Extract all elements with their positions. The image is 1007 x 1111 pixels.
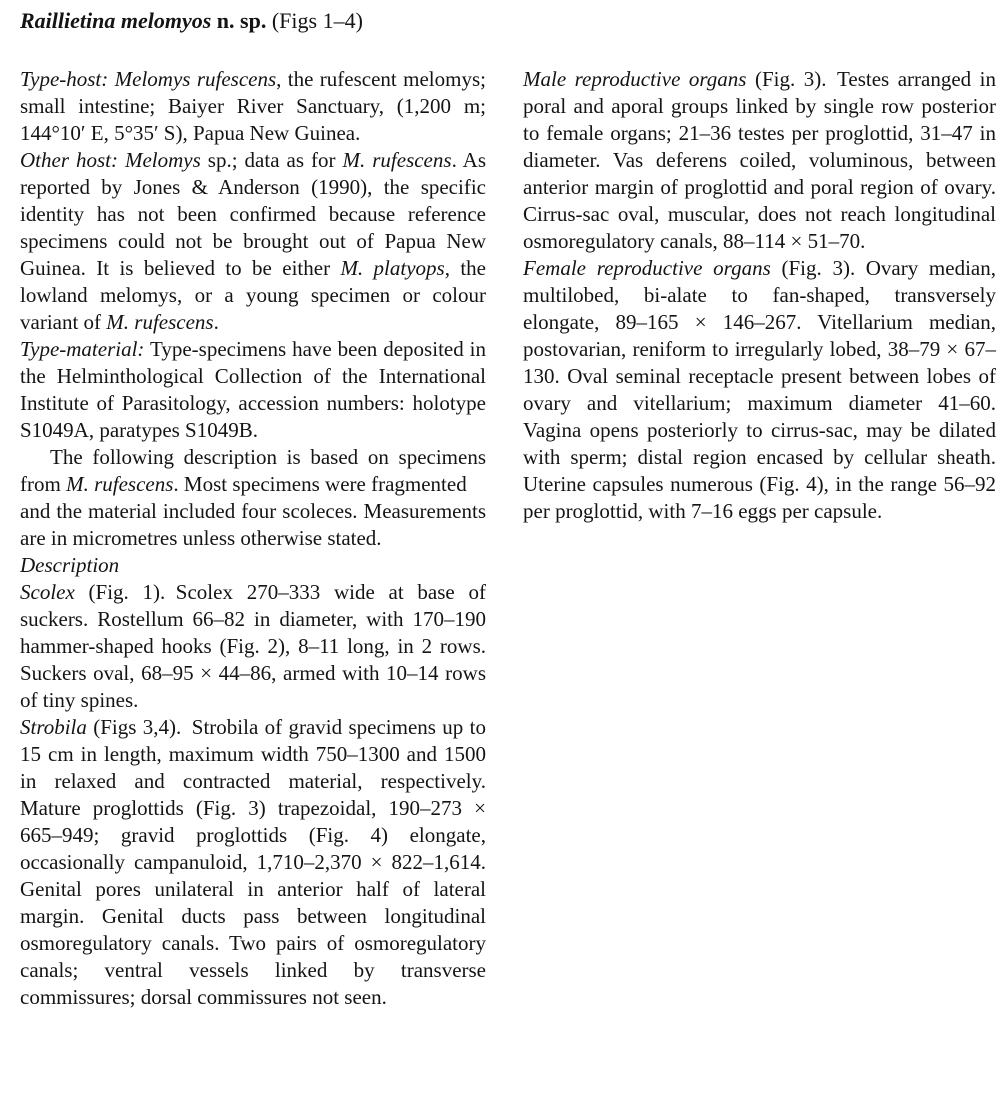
text-run: . bbox=[213, 310, 219, 334]
section-heading-description bbox=[20, 552, 486, 579]
text-run: (Figs 3,4). Strobila of gravid specimens up to 15 cm in length, maximum width 750–1300 and 1500 in relaxed and contracted material, respectively. Mature proglottids (Fig. 3) trapezoidal, 190–273 × 665–949; gravid proglottids (Fig. 4) elongate, occasionally campanuloid, 1,710–2,370 × 822–1,614. Genital pores unilateral in anterior half of lateral margin. Genital ducts pass between longitudinal osmoregulatory canals. Two pairs of osmoregulatory canals; ventral vessels linked by transverse commissures; dorsal commissures not seen. bbox=[20, 715, 486, 1009]
text-run: , the lowland melomys, or a young specimen or colour variant of bbox=[20, 256, 486, 334]
text-run: Type-material: bbox=[20, 337, 145, 361]
text-run: Other host: Melomys bbox=[20, 148, 201, 172]
text-run: Raillietina melomyos bbox=[20, 8, 212, 33]
text-run: M. rufescens bbox=[106, 310, 214, 334]
paragraph-strobila bbox=[20, 714, 486, 1011]
text-run: . As reported by Jones & Anderson (1990), the specific identity has not been confirmed because reference specimens could not be brought out of Papua New Guinea. It is believed to be either bbox=[20, 148, 486, 280]
text-run: M. platyops bbox=[340, 256, 445, 280]
species-title bbox=[20, 8, 720, 34]
paragraph-material-continuation bbox=[20, 498, 486, 552]
text-run: . Most specimens were fragmented bbox=[173, 472, 467, 496]
left-column bbox=[20, 66, 486, 1011]
paragraph-type-host bbox=[20, 66, 486, 147]
paragraph-other-host bbox=[20, 147, 486, 336]
text-run: The following description is based on specimens from bbox=[20, 445, 486, 496]
paragraph-female-reproductive-organs bbox=[523, 255, 996, 525]
text-run: n. sp. bbox=[211, 8, 272, 33]
text-run: Description bbox=[20, 553, 120, 577]
text-run: (Fig. 3). Testes arranged in poral and aporal groups linked by single row posterior to female organs; 21–36 testes per proglottid, 31–47 in diameter. Vas deferens coiled, voluminous, between anterior margin of proglottid and poral region of ovary. Cirrus-sac oval, muscular, does not reach longitudinal osmoregulatory canals, 88–114 × 51–70. bbox=[523, 67, 997, 253]
text-run: (Fig. 3). Ovary median, multilobed, bi-alate to fan-shaped, transversely elongate, 89–165 × 146–267. Vitellarium median, postovarian, reniform to irregularly lobed, 38–79 × 67–130. Oval seminal receptacle present between lobes of ovary and vitellarium; maximum diameter 41–60. Vagina opens posteriorly to cirrus-sac, may be dilated with sperm; distal region encased by cellular sheath. Uterine capsules numerous (Fig. 4), in the range 56–92 per proglottid, with 7–16 eggs per capsule. bbox=[523, 256, 996, 523]
paragraph-male-reproductive-organs bbox=[523, 66, 996, 255]
text-run: and the material included four scoleces. Measurements are in micrometres unless otherwise stated. bbox=[20, 499, 486, 550]
text-run: (Fig. 1). Scolex 270–333 wide at base of suckers. Rostellum 66–82 in diameter, with 170–190 hammer-shaped hooks (Fig. 2), 8–11 long, in 2 rows. Suckers oval, 68–95 × 44–86, armed with 10–14 rows of tiny spines. bbox=[20, 580, 486, 712]
paragraph-type-material bbox=[20, 336, 486, 444]
text-run: (Figs 1–4) bbox=[271, 8, 363, 33]
paragraph-scolex bbox=[20, 579, 486, 714]
text-run: Male reproductive organs bbox=[523, 67, 747, 91]
text-run: M. rufescens bbox=[342, 148, 452, 172]
text-run: Scolex bbox=[20, 580, 75, 604]
text-run: , the rufescent melomys; small intestine; Baiyer River Sanctuary, (1,200 m; 144°10′ E, 5°35′ S), Papua New Guinea. bbox=[20, 67, 486, 145]
text-run: sp.; data as for bbox=[200, 148, 343, 172]
text-run: Female reproductive organs bbox=[523, 256, 771, 280]
right-column bbox=[523, 66, 996, 525]
text-run: Type-specimens have been deposited in the Helminthological Collection of the International Institute of Parasitology, accession numbers: holotype S1049A, paratypes S1049B. bbox=[20, 337, 486, 442]
paragraph-description-basis bbox=[20, 444, 486, 498]
text-run: Strobila bbox=[20, 715, 87, 739]
text-run: Type-host: Melomys rufescens bbox=[20, 67, 277, 91]
text-run: M. rufescens bbox=[66, 472, 174, 496]
